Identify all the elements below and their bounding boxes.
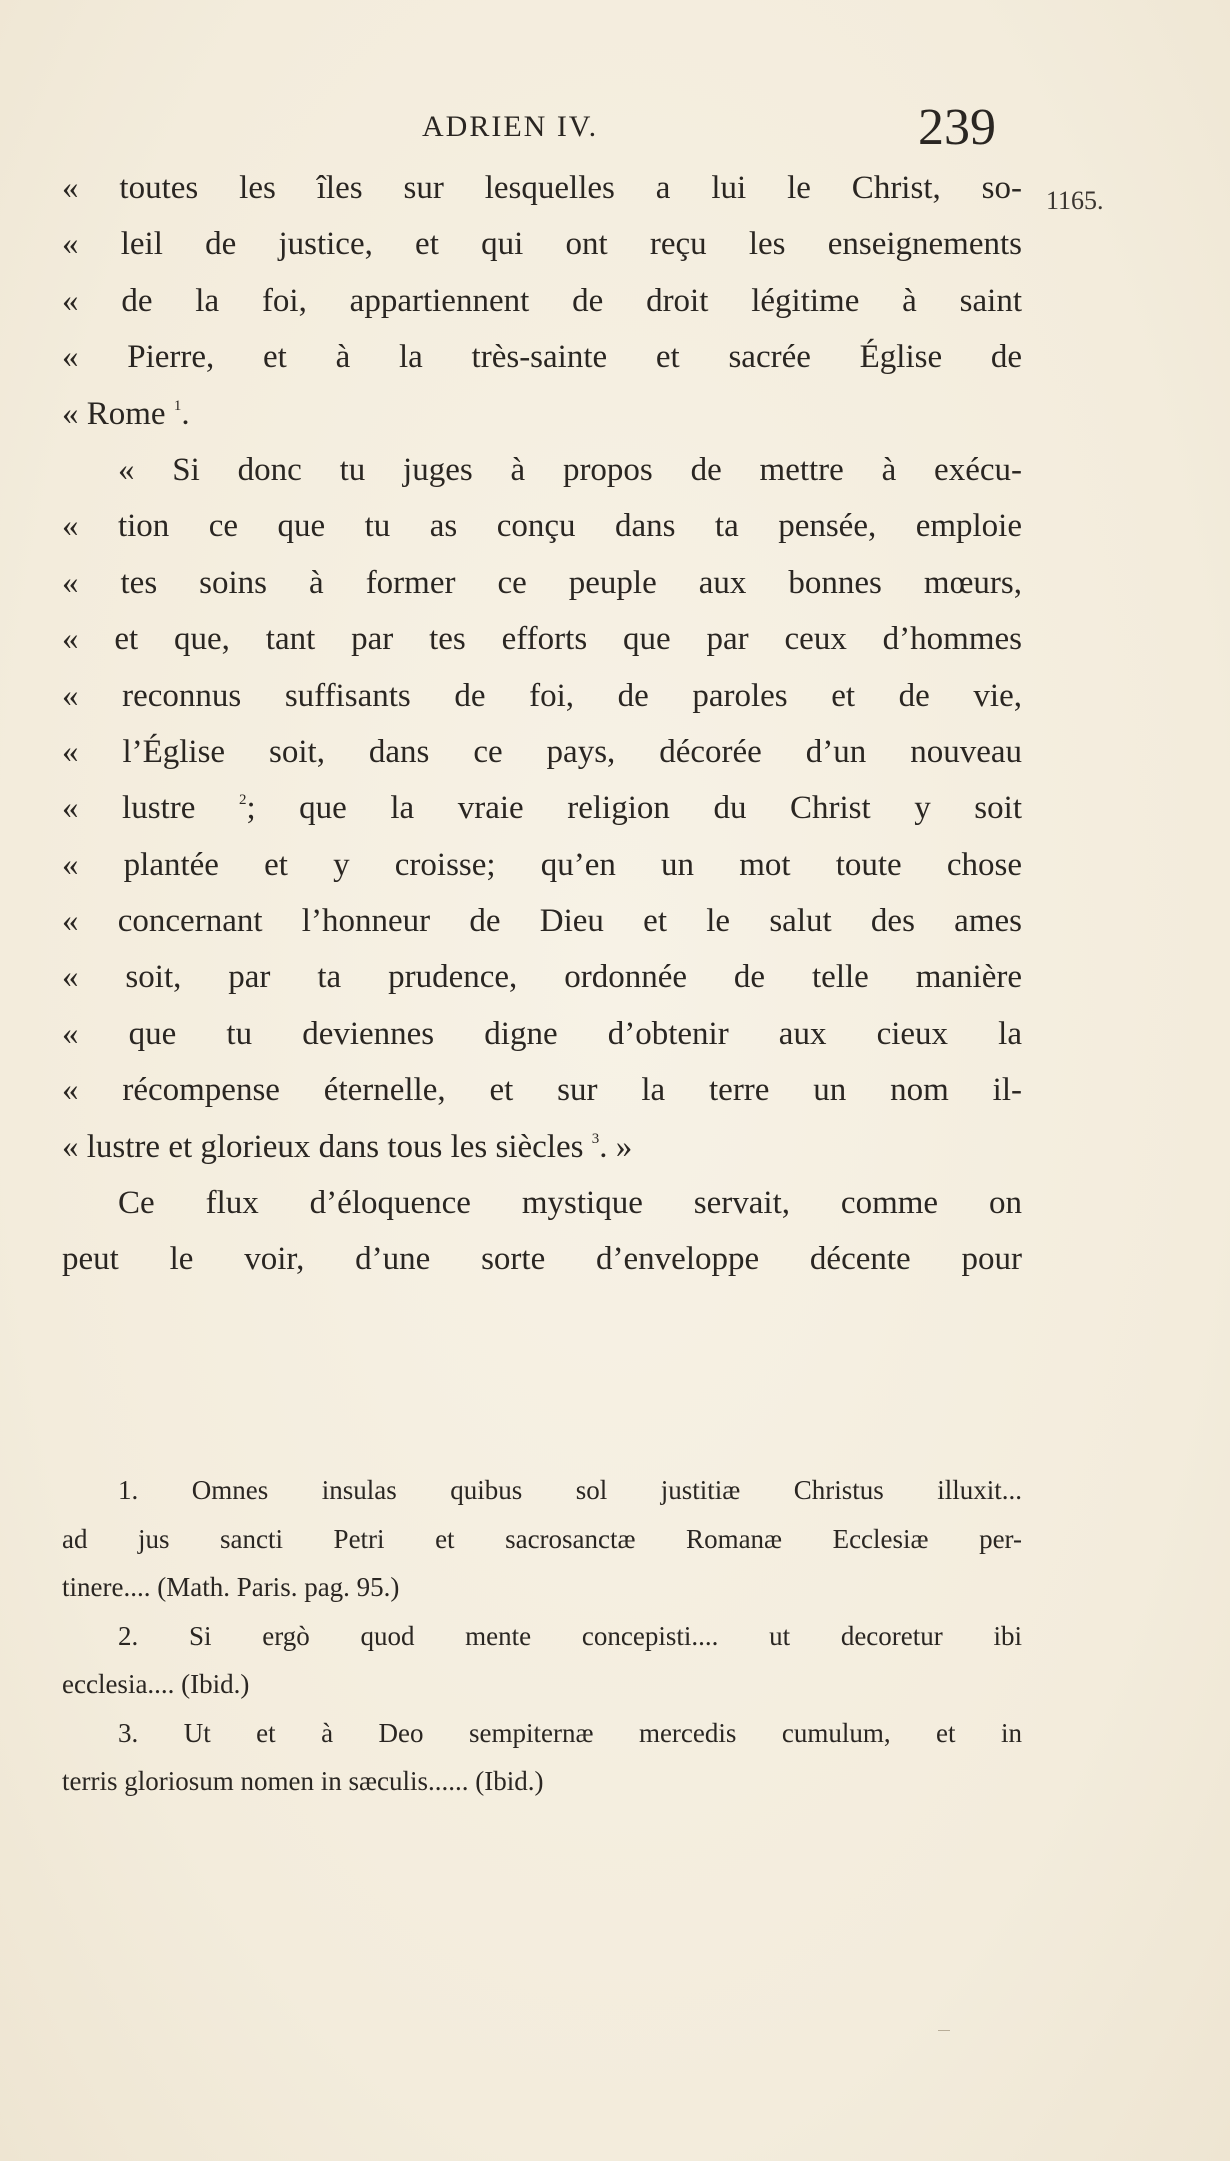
footnote-line: ecclesia.... (Ibid.) bbox=[62, 1669, 250, 1699]
text-line: « l’Église soit, dans ce pays, décorée d’un nouveau bbox=[62, 733, 1022, 770]
text-line-tail: . bbox=[181, 395, 190, 432]
text-line bbox=[62, 386, 1022, 442]
text-line: peut le voir, d’une sorte d’enveloppe décente pour bbox=[62, 1241, 1022, 1278]
text-line bbox=[62, 1119, 1022, 1175]
page-number: 239 bbox=[918, 99, 996, 156]
text-line: « toutes les îles sur lesquelles a lui le Christ, so- bbox=[62, 170, 1022, 206]
text-line-content: « Rome bbox=[62, 395, 166, 432]
footnote-ref: 1 bbox=[173, 397, 182, 414]
text-line: « reconnus suffisants de foi, de paroles et de vie, bbox=[62, 677, 1022, 714]
margin-year: 1165. bbox=[1046, 186, 1104, 215]
text-line: « Pierre, et à la très-sainte et sacrée Église de bbox=[62, 339, 1022, 376]
text-line-content: « lustre bbox=[62, 790, 196, 827]
text-line: « soit, par ta prudence, ordonnée de telle manière bbox=[62, 959, 1022, 996]
footnotes bbox=[62, 1466, 1022, 1806]
text-line: « tes soins à former ce peuple aux bonnes mœurs, bbox=[62, 564, 1022, 601]
text-line: « de la foi, appartiennent de droit légitime à saint bbox=[62, 282, 1022, 319]
text-line: « plantée et y croisse; qu’en un mot toute chose bbox=[62, 846, 1022, 883]
main-text bbox=[62, 160, 1022, 1288]
running-title: ADRIEN IV. bbox=[422, 110, 599, 143]
footnote-ref: 2 bbox=[238, 792, 247, 809]
page-mark bbox=[938, 2030, 950, 2031]
text-line-tail: . » bbox=[599, 1128, 633, 1165]
text-line: « que tu deviennes digne d’obtenir aux cieux la bbox=[62, 1015, 1022, 1052]
text-line: « récompense éternelle, et sur la terre un nom il- bbox=[62, 1072, 1022, 1109]
footnote-line: terris gloriosum nomen in sæculis...... (Ibid.) bbox=[62, 1766, 544, 1796]
text-line: « tion ce que tu as conçu dans ta pensée, emploie bbox=[62, 508, 1022, 545]
text-line-content: « lustre et glorieux dans tous les siècles bbox=[62, 1128, 584, 1165]
footnote-line: 1. Omnes insulas quibus sol justitiæ Christus illuxit... bbox=[118, 1475, 1022, 1505]
footnote-ref: 3 bbox=[591, 1130, 600, 1147]
footnote-line: tinere.... (Math. Paris. pag. 95.) bbox=[62, 1572, 400, 1602]
text-line: « leil de justice, et qui ont reçu les enseignements bbox=[62, 226, 1022, 263]
text-line: Ce flux d’éloquence mystique servait, comme on bbox=[118, 1185, 1022, 1222]
text-line: « Si donc tu juges à propos de mettre à exécu- bbox=[118, 451, 1022, 488]
text-line bbox=[62, 780, 1022, 836]
footnote-line: 2. Si ergò quod mente concepisti.... ut decoretur ibi bbox=[118, 1620, 1022, 1651]
text-line: « concernant l’honneur de Dieu et le salut des ames bbox=[62, 903, 1022, 940]
text-line: « et que, tant par tes efforts que par ceux d’hommes bbox=[62, 621, 1022, 658]
footnote-line: ad jus sancti Petri et sacrosanctæ Romanæ Ecclesiæ per- bbox=[62, 1523, 1022, 1554]
footnote-line: 3. Ut et à Deo sempiternæ mercedis cumulum, et in bbox=[118, 1717, 1022, 1748]
text-line-tail: ; que la vraie religion du Christ y soit bbox=[246, 790, 1022, 827]
